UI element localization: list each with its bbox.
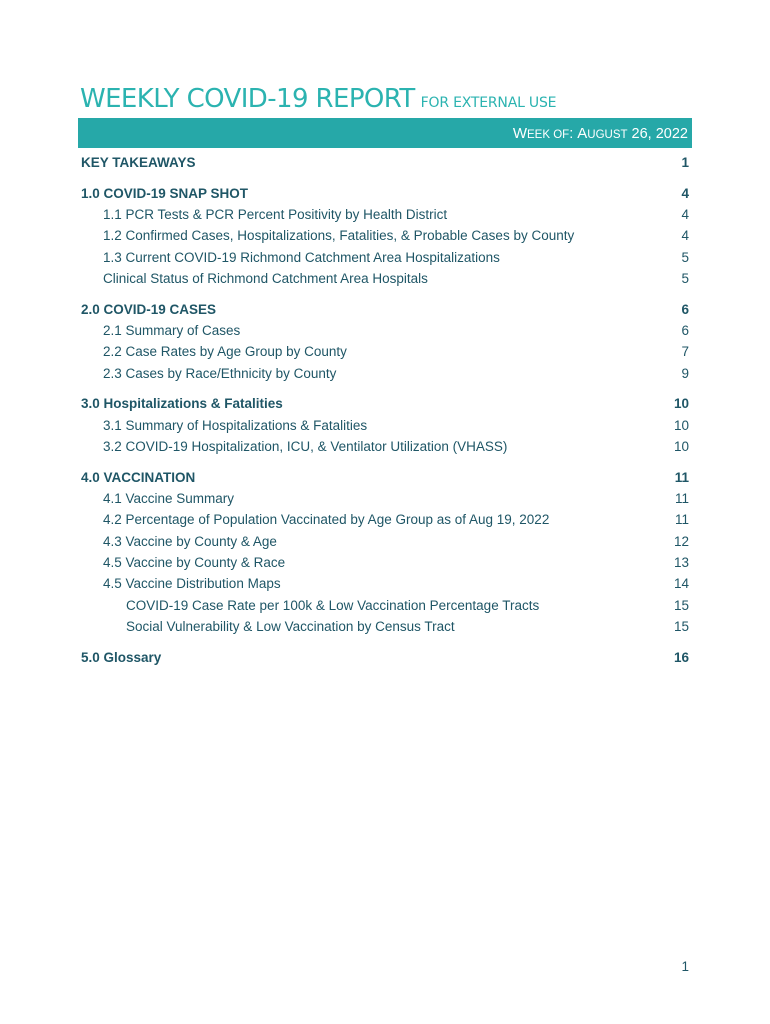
- toc-entry-1-3[interactable]: 1.3 Current COVID-19 Richmond Catchment Area Hospitalizations 5: [103, 249, 689, 265]
- report-title-main: WEEKLY COVID-19 REPORT: [80, 84, 415, 114]
- toc-entry-1-1[interactable]: 1.1 PCR Tests & PCR Percent Positivity by Health District 4: [103, 207, 689, 223]
- toc-entry-3-2[interactable]: 3.2 COVID-19 Hospitalization, ICU, & Ventilator Utilization (VHASS) 10: [103, 439, 689, 455]
- toc-entry-4-1[interactable]: 4.1 Vaccine Summary 11: [103, 491, 689, 507]
- toc-entry-4-2[interactable]: 4.2 Percentage of Population Vaccinated by Age Group as of Aug 19, 2022 11: [103, 512, 689, 528]
- toc-entry-section-5[interactable]: 5.0 Glossary 16: [81, 649, 689, 665]
- toc-entry-4-5-race[interactable]: 4.5 Vaccine by County & Race 13: [103, 555, 689, 571]
- toc-entry-section-3[interactable]: 3.0 Hospitalizations & Fatalities 10: [81, 396, 689, 412]
- toc-entry-1-2[interactable]: 1.2 Confirmed Cases, Hospitalizations, Fatalities, & Probable Cases by County 4: [103, 228, 689, 244]
- toc-entry-section-2[interactable]: 2.0 COVID-19 CASES 6: [81, 301, 689, 317]
- toc-entry-section-4[interactable]: 4.0 VACCINATION 11: [81, 469, 689, 485]
- toc-entry-4-3[interactable]: 4.3 Vaccine by County & Age 12: [103, 533, 689, 549]
- report-title-subtitle: FOR EXTERNAL USE: [420, 95, 557, 111]
- toc-entry-3-1[interactable]: 3.1 Summary of Hospitalizations & Fatalities 10: [103, 417, 689, 433]
- toc-entry-2-2[interactable]: 2.2 Case Rates by Age Group by County 7: [103, 344, 689, 360]
- toc-entry-case-rate-map[interactable]: COVID-19 Case Rate per 100k & Low Vaccination Percentage Tracts 15: [126, 597, 689, 613]
- table-of-contents: [81, 152, 689, 668]
- toc-entry-key-takeaways[interactable]: KEY TAKEAWAYS 1: [81, 155, 689, 170]
- week-banner: [78, 118, 692, 148]
- page-number: 1: [681, 959, 689, 974]
- toc-entry-2-3[interactable]: 2.3 Cases by Race/Ethnicity by County 9: [103, 365, 689, 381]
- toc-entry-clinical-status[interactable]: Clinical Status of Richmond Catchment Area Hospitals 5: [103, 270, 689, 286]
- toc-entry-4-5-maps[interactable]: 4.5 Vaccine Distribution Maps 14: [103, 576, 689, 592]
- week-of-label: WEEK OF: AUGUST 26, 2022: [512, 125, 688, 142]
- toc-entry-section-1[interactable]: 1.0 COVID-19 SNAP SHOT 4: [81, 185, 689, 201]
- toc-entry-social-vulnerability-map[interactable]: Social Vulnerability & Low Vaccination by Census Tract 15: [126, 618, 689, 634]
- report-title: [80, 86, 556, 112]
- toc-entry-2-1[interactable]: 2.1 Summary of Cases 6: [103, 323, 689, 339]
